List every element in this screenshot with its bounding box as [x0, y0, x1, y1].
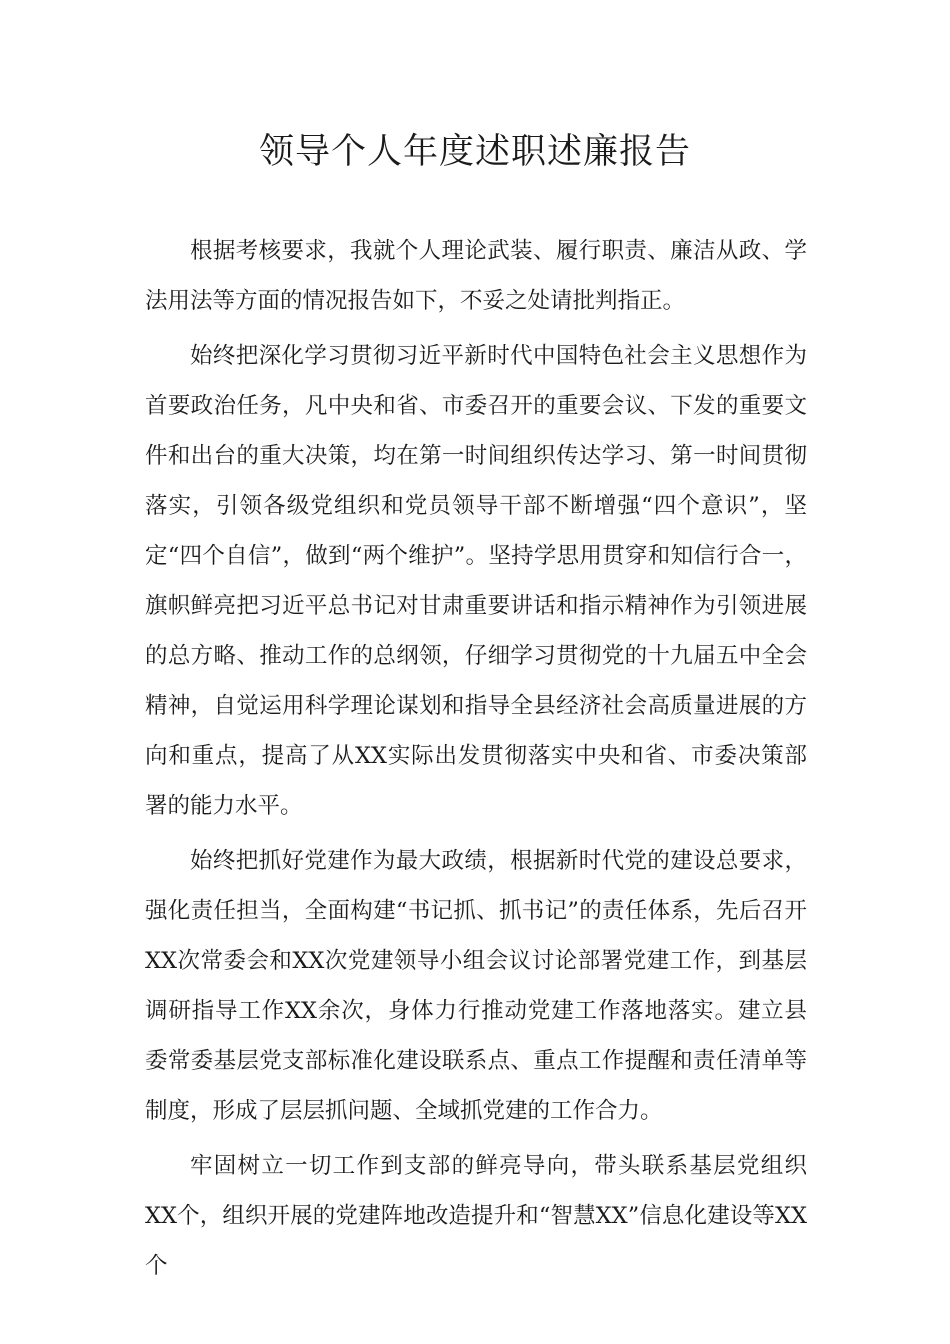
paragraph-theory-study: 始终把深化学习贯彻习近平新时代中国特色社会主义思想作为首要政治任务，凡中央和省、市委召开的重要会议、下发的重要文件和出台的重大决策，均在第一时间组织传达学习、第一时间贯彻落实，引领各级党组织和党员领导干部不断增强“四个意识”，坚定“四个自信”，做到“两个维护”。坚持学思用贯穿和知信行合一，旗帜鲜亮把习近平总书记对甘肃重要讲话和指示精神作为引领进展的总方略、推动工作的总纲领，仔细学习贯彻党的十九届五中全会精神，自觉运用科学理论谋划和指导全县经济社会高质量进展的方向和重点，提高了从XX实际出发贯彻落实中央和省、市委决策部署的能力水平。	[145, 343, 807, 819]
paragraph-intro: 根据考核要求，我就个人理论武装、履行职责、廉洁从政、学法用法等方面的情况报告如下，不妥之处请批判指正。	[145, 238, 807, 314]
paragraph-grassroots: 牢固树立一切工作到支部的鲜亮导向，带头联系基层党组织XX个，组织开展的党建阵地改造提升和“智慧XX”信息化建设等XX个	[145, 1153, 807, 1279]
document-body	[145, 226, 807, 1296]
paragraph-party-building: 始终把抓好党建作为最大政绩，根据新时代党的建设总要求，强化责任担当，全面构建“书记抓、抓书记”的责任体系，先后召开XX次常委会和XX次党建领导小组会议讨论部署党建工作，到基层调研指导工作XX余次，身体力行推动党建工作落地落实。建立县委常委基层党支部标准化建设联系点、重点工作提醒和责任清单等制度，形成了层层抓问题、全域抓党建的工作合力。	[145, 848, 807, 1124]
document-title: 领导个人年度述职述廉报告	[258, 132, 691, 172]
